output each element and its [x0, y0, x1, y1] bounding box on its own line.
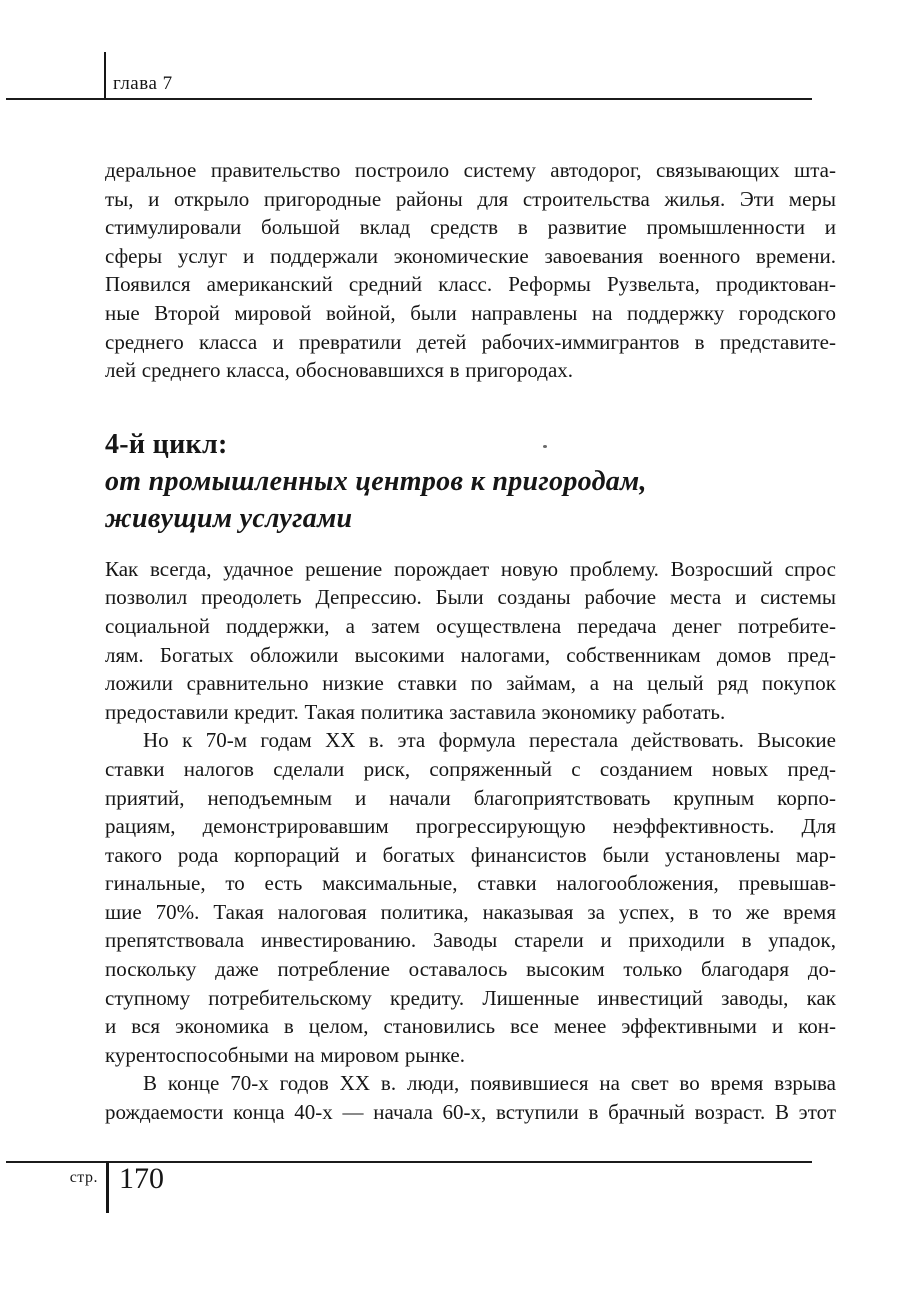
text-line: приятий, неподъемным и начали благоприятствовать крупным корпо-: [105, 785, 836, 810]
heading-subtitle-line: от промышленных центров к пригородам,: [105, 465, 647, 497]
text-line: сферы услуг и поддержали экономические завоевания военного времени.: [105, 243, 836, 268]
footer-vertical-rule: [106, 1161, 109, 1213]
text-line: деральное правительство построило систему автодорог, связывающих шта-: [105, 158, 836, 182]
text-line: Но к 70-м годам XX в. эта формула перестала действовать. Высокие: [143, 728, 836, 753]
text-line: препятствовала инвестированию. Заводы старели и приходили в упадок,: [105, 928, 836, 953]
paragraph-4: [105, 1069, 836, 1126]
header-vertical-rule: [104, 52, 106, 100]
text-line: среднего класса и превратили детей рабочих-иммигрантов в представите-: [105, 329, 836, 354]
text-line: ложили сравнительно низкие ставки по займам, а на целый ряд покупок: [105, 671, 836, 696]
text-line: социальной поддержки, а затем осуществлена передача денег потребите-: [105, 613, 836, 638]
text-line: гинальные, то есть максимальные, ставки налогообложения, превышав-: [105, 871, 836, 896]
text-line: лям. Богатых обложили высокими налогами, собственникам домов пред-: [105, 642, 836, 667]
text-line: позволил преодолеть Депрессию. Были созданы рабочие места и системы: [105, 585, 836, 610]
text-line: стимулировали большой вклад средств в развитие промышленности и: [105, 215, 836, 240]
text-line: ты, и открыло пригородные районы для строительства жилья. Эти меры: [105, 186, 836, 211]
scan-speck: [543, 445, 547, 448]
heading-cycle-label: 4-й цикл:: [105, 428, 228, 460]
text-line: Как всегда, удачное решение порождает новую проблему. Возросший спрос: [105, 556, 836, 581]
text-line: такого рода корпораций и богатых финансистов были установлены мар-: [105, 842, 836, 867]
text-line: и вся экономика в целом, становились все менее эффективными и кон-: [105, 1014, 836, 1039]
text-line: ставки налогов сделали риск, сопряженный с созданием новых пред-: [105, 756, 836, 781]
footer-page-label: стр.: [69, 1169, 98, 1186]
section-heading: [105, 426, 836, 537]
paragraph-1: [105, 156, 836, 385]
paragraph-3: [105, 726, 836, 1069]
paragraph-2: [105, 555, 836, 727]
text-line: предоставили кредит. Такая политика заставила экономику работать.: [105, 699, 726, 724]
text-block: [105, 156, 836, 1127]
header-rule: [6, 98, 812, 100]
text-line: курентоспособными на мировом рынке.: [105, 1042, 465, 1067]
text-line: В конце 70-х годов XX в. люди, появившиеся на свет во время взрыва: [143, 1071, 836, 1096]
text-line: ступному потребительскому кредиту. Лишенные инвестиций заводы, как: [105, 985, 836, 1010]
chapter-label: глава 7: [113, 73, 173, 94]
heading-subtitle-line: живущим услугами: [105, 502, 353, 534]
text-line: Появился американский средний класс. Реформы Рузвельта, продиктован-: [105, 272, 836, 297]
text-line: рациям, демонстрировавшим прогрессирующую неэффективность. Для: [105, 814, 836, 839]
text-line: шие 70%. Такая налоговая политика, наказывая за успех, в то же время: [105, 899, 836, 924]
text-line: поскольку даже потребление оставалось высоким только благодаря до-: [105, 957, 836, 982]
text-line: лей среднего класса, обосновавшихся в пригородах.: [105, 358, 574, 383]
page-number: 170: [119, 1162, 164, 1195]
text-line: рождаемости конца 40-х — начала 60-х, вступили в брачный возраст. В этот: [105, 1100, 836, 1125]
text-line: ные Второй мировой войной, были направлены на поддержку городского: [105, 300, 836, 325]
